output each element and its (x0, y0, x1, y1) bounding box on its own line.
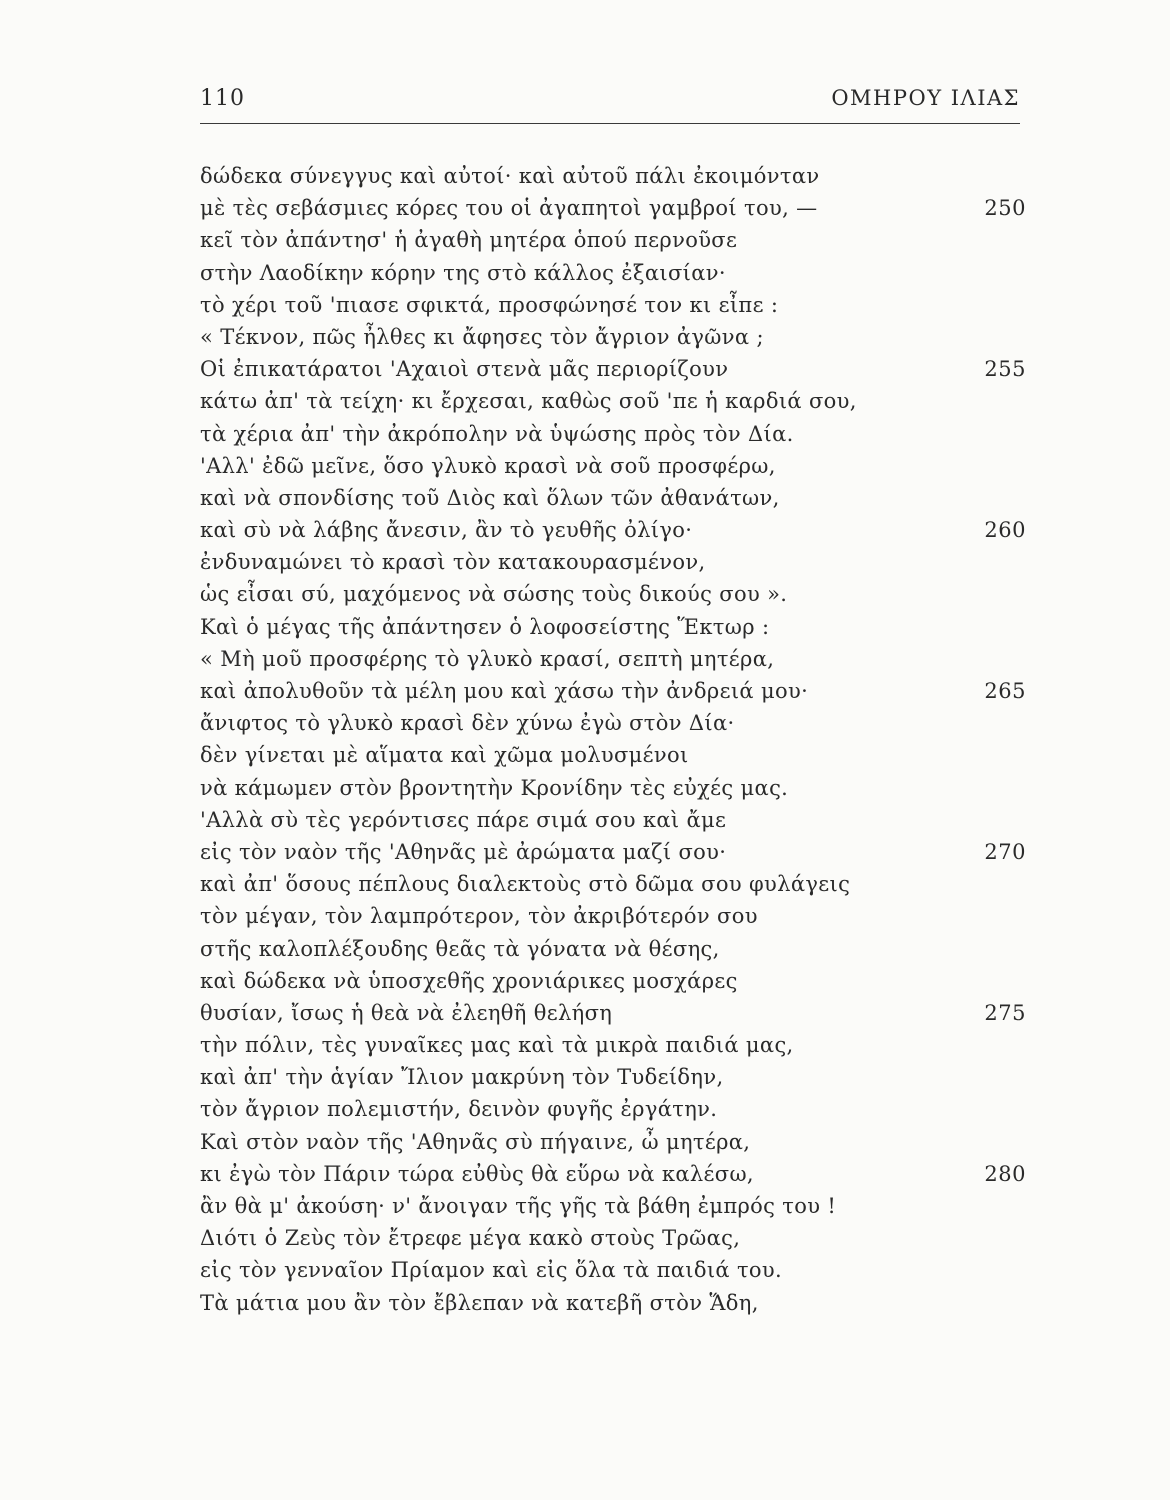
verse-text: Τὰ μάτια μου ἂν τὸν ἔβλεπαν νὰ κατεβῆ στὸν Ἅδη, (200, 1290, 759, 1315)
verse-block (200, 160, 1040, 1319)
verse-text: καὶ ἀπ' τὴν ἁγίαν Ἴλιον μακρύνη τὸν Τυδείδην, (200, 1065, 724, 1090)
verse-text: θυσίαν, ἴσως ἡ θεὰ νὰ ἐλεηθῆ θελήση (200, 1000, 613, 1025)
verse-text: στῆς καλοπλέξουδης θεᾶς τὰ γόνατα νὰ θέσης, (200, 936, 720, 961)
verse-text: δὲν γίνεται μὲ αἵματα καὶ χῶμα μολυσμένοι (200, 743, 689, 768)
verse-text: ἂν θὰ μ' ἀκούση· ν' ἄνοιγαν τῆς γῆς τὰ βάθη ἐμπρός του ! (200, 1194, 837, 1218)
verse-line (200, 1093, 1040, 1125)
verse-text: τὸν μέγαν, τὸν λαμπρότερον, τὸν ἀκριβότερόν σου (200, 904, 758, 929)
verse-text: Καὶ ὁ μέγας τῆς ἀπάντησεν ὁ λοφοσείστης Ἕκτωρ : (200, 614, 770, 639)
verse-line (200, 868, 1040, 900)
verse-line (200, 933, 1040, 965)
verse-line (200, 450, 1040, 482)
verse-text: κάτω ἀπ' τὰ τείχη· κι ἔρχεσαι, καθὼς σοῦ 'πε ἡ καρδιά σου, (200, 389, 857, 414)
verse-text: εἰς τὸν γενναῖον Πρίαμον καὶ εἰς ὅλα τὰ παιδιά του. (200, 1258, 783, 1283)
verse-line (200, 1254, 1040, 1286)
verse-line (200, 1287, 1040, 1319)
verse-line (200, 578, 1040, 610)
verse-line (200, 546, 1040, 578)
verse-text: τὸ χέρι τοῦ 'πιασε σφικτά, προσφώνησέ τον κι εἶπε : (200, 292, 779, 317)
line-number: 280 (984, 1161, 1026, 1186)
line-number: 255 (984, 357, 1026, 382)
verse-text: τὸν ἄγριον πολεμιστήν, δεινὸν φυγῆς ἐργάτην. (200, 1097, 718, 1122)
verse-text: ἄνιφτος τὸ γλυκὸ κρασὶ δὲν χύνω ἐγὼ στὸν Δία· (200, 711, 735, 736)
verse-text: « Τέκνον, πῶς ἦλθες κι ἄφησες τὸν ἄγριον ἀγῶνα ; (200, 324, 764, 349)
verse-text: Διότι ὁ Ζεὺς τὸν ἔτρεφε μέγα κακὸ στοὺς Τρῶας, (200, 1226, 741, 1251)
verse-text: κεῖ τὸν ἀπάντησ' ἡ ἀγαθὴ μητέρα ὁπού περνοῦσε (200, 228, 738, 253)
verse-line (200, 707, 1040, 739)
verse-text: καὶ σὺ νὰ λάβης ἄνεσιν, ἂν τὸ γευθῆς ὀλίγο· (200, 518, 693, 543)
running-title: ΟΜΗΡΟΥ ΙΛΙΑΣ (831, 86, 1020, 110)
verse-line (200, 1061, 1040, 1093)
line-number: 260 (984, 518, 1026, 543)
page-header (200, 86, 1020, 120)
verse-text: Οἱ ἐπικατάρατοι 'Αχαιοὶ στενὰ μᾶς περιορίζουν (200, 357, 729, 382)
verse-line (200, 772, 1040, 804)
verse-line (200, 1158, 1040, 1190)
verse-line (200, 997, 1040, 1029)
verse-line (200, 1029, 1040, 1061)
verse-line (200, 965, 1040, 997)
verse-line (200, 739, 1040, 771)
verse-text: τὴν πόλιν, τὲς γυναῖκες μας καὶ τὰ μικρὰ παιδιά μας, (200, 1033, 794, 1058)
verse-text: δώδεκα σύνεγγυς καὶ αὐτοί· καὶ αὐτοῦ πάλι ἐκοιμόνταν (200, 164, 820, 188)
verse-line (200, 804, 1040, 836)
line-number: 270 (984, 839, 1026, 864)
verse-text: 'Αλλ' ἐδῶ μεῖνε, ὅσο γλυκὸ κρασὶ νὰ σοῦ προσφέρω, (200, 453, 776, 478)
verse-text: καὶ ἀπ' ὅσους πέπλους διαλεκτοὺς στὸ δῶμα σου φυλάγεις (200, 872, 851, 897)
verse-line (200, 482, 1040, 514)
verse-text: στὴν Λαοδίκην κόρην της στὸ κάλλος ἐξαισίαν· (200, 260, 726, 285)
verse-line (200, 224, 1040, 256)
verse-line (200, 353, 1040, 385)
verse-text: ὡς εἶσαι σύ, μαχόμενος νὰ σώσης τοὺς δικούς σου ». (200, 582, 788, 607)
verse-line (200, 836, 1040, 868)
verse-line (200, 675, 1040, 707)
verse-line (200, 418, 1040, 450)
line-number: 265 (984, 679, 1026, 703)
page-number: 110 (200, 86, 245, 111)
header-rule (200, 123, 1020, 124)
verse-line (200, 1126, 1040, 1158)
verse-line (200, 257, 1040, 289)
verse-line (200, 160, 1040, 192)
verse-line (200, 289, 1040, 321)
verse-text: « Μὴ μοῦ προσφέρης τὸ γλυκὸ κρασί, σεπτὴ μητέρα, (200, 646, 775, 671)
line-number: 250 (984, 196, 1026, 221)
verse-text: καὶ ἀπολυθοῦν τὰ μέλη μου καὶ χάσω τὴν ἀνδρειά μου· (200, 679, 809, 703)
verse-line (200, 900, 1040, 932)
verse-text: ἐνδυναμώνει τὸ κρασὶ τὸν κατακουρασμένον, (200, 550, 706, 575)
verse-text: νὰ κάμωμεν στὸν βροντητὴν Κρονίδην τὲς εὐχές μας. (200, 775, 789, 800)
verse-text: εἰς τὸν ναὸν τῆς 'Αθηνᾶς μὲ ἀρώματα μαζί σου· (200, 839, 727, 864)
verse-text: τὰ χέρια ἀπ' τὴν ἀκρόπολην νὰ ὑψώσης πρὸς τὸν Δία. (200, 421, 794, 446)
verse-line (200, 1190, 1040, 1222)
verse-text: Καὶ στὸν ναὸν τῆς 'Αθηνᾶς σὺ πήγαινε, ὦ μητέρα, (200, 1129, 751, 1154)
verse-text: κι ἐγὼ τὸν Πάριν τώρα εὐθὺς θὰ εὕρω νὰ καλέσω, (200, 1161, 754, 1186)
verse-text: καὶ δώδεκα νὰ ὑποσχεθῆς χρονιάρικες μοσχάρες (200, 968, 738, 993)
verse-line (200, 611, 1040, 643)
verse-line (200, 643, 1040, 675)
verse-text: μὲ τὲς σεβάσμιες κόρες του οἱ ἀγαπητοὶ γαμβροί του, — (200, 196, 818, 221)
verse-line (200, 514, 1040, 546)
verse-text: 'Αλλὰ σὺ τὲς γερόντισες πάρε σιμά σου καὶ ἄμε (200, 807, 727, 832)
verse-line (200, 385, 1040, 417)
verse-line (200, 192, 1040, 224)
verse-text: καὶ νὰ σπονδίσης τοῦ Διὸς καὶ ὅλων τῶν ἀθανάτων, (200, 485, 780, 510)
verse-line (200, 1222, 1040, 1254)
verse-line (200, 321, 1040, 353)
line-number: 275 (984, 1000, 1026, 1025)
